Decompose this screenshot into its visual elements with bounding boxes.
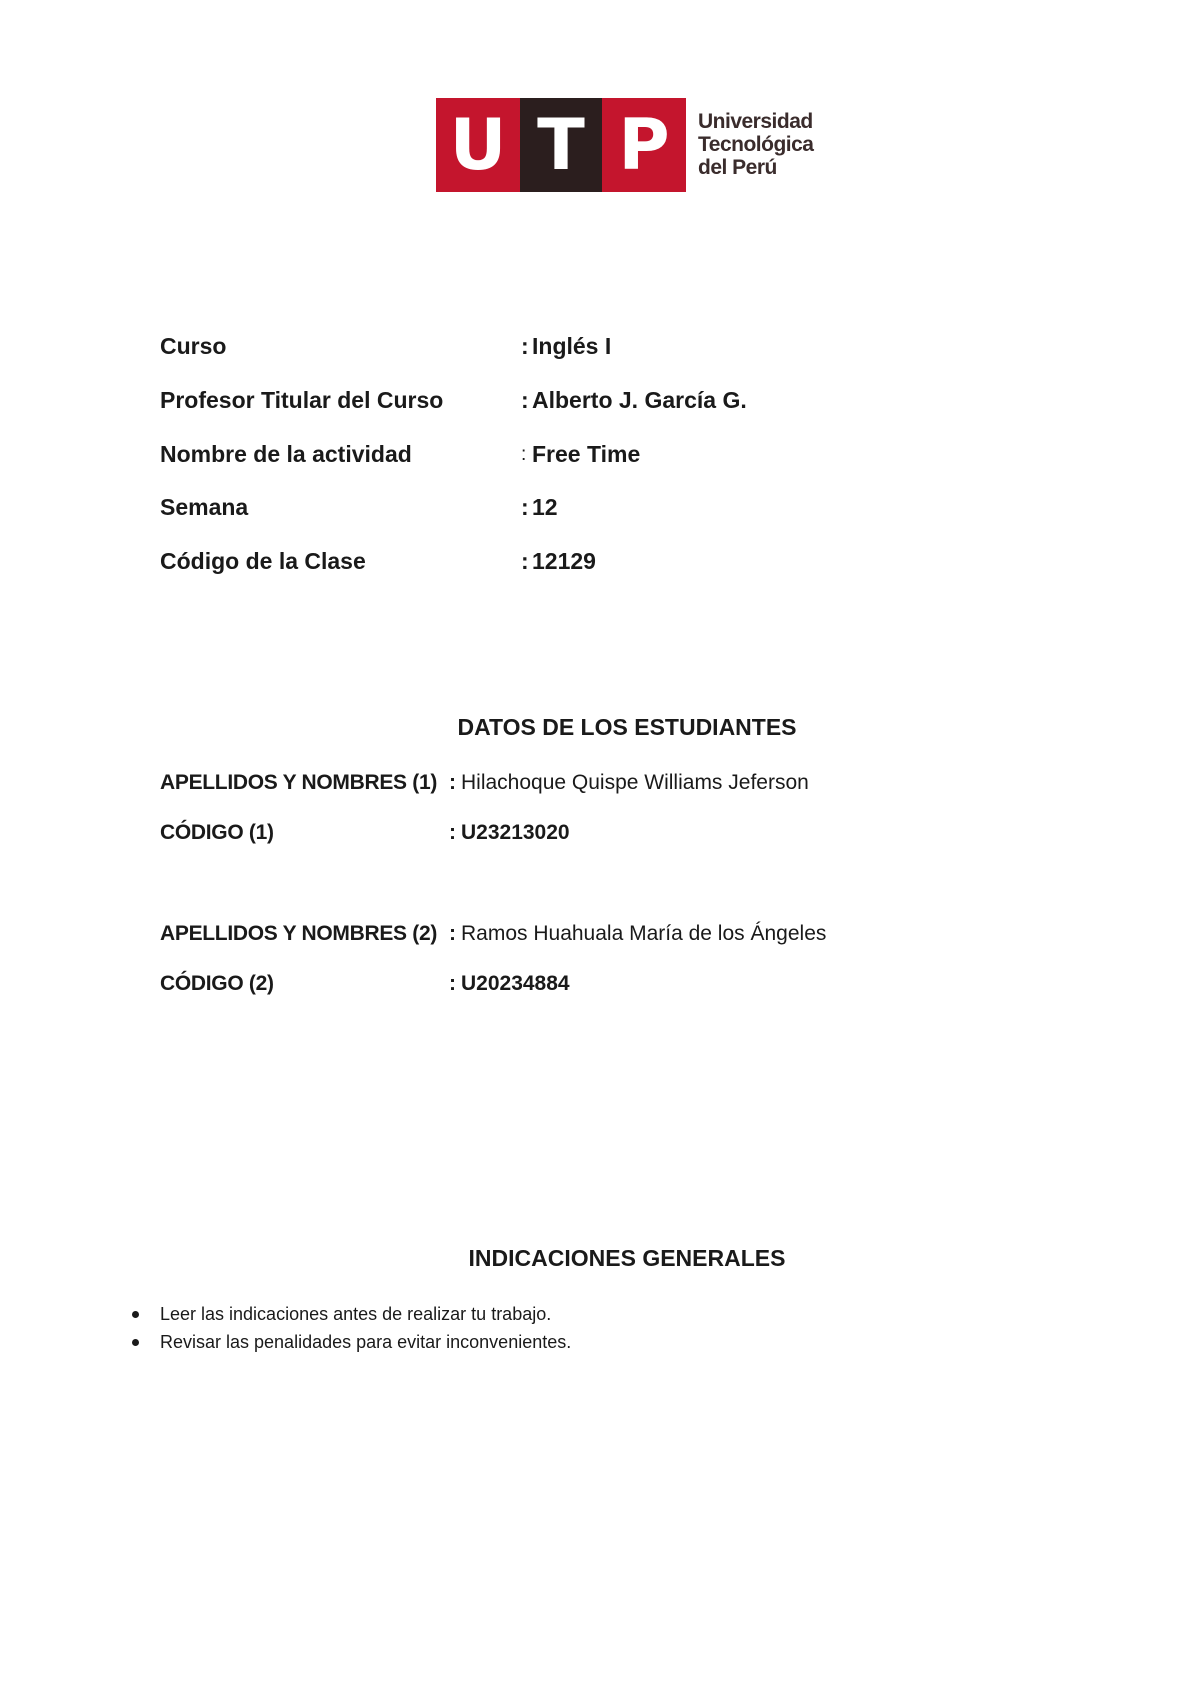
instruction-text: Leer las indicaciones antes de realizar tu trabajo.	[160, 1304, 552, 1324]
info-value: Alberto J. García G.	[532, 387, 747, 413]
info-label: Profesor Titular del Curso	[160, 387, 444, 413]
info-value: 12	[532, 494, 558, 520]
student-code: U23213020	[461, 821, 570, 844]
student-name: Ramos Huahuala María de los Ángeles	[461, 922, 827, 945]
student-name: Hilachoque Quispe Williams Jeferson	[461, 771, 809, 794]
instruction-text: Revisar las penalidades para evitar inconvenientes.	[160, 1332, 572, 1352]
student-colon: :	[449, 771, 456, 794]
logo-wordmark-line: Universidad	[698, 110, 813, 133]
info-label: Curso	[160, 333, 227, 359]
info-colon: :	[521, 333, 529, 359]
info-colon: :	[521, 444, 527, 465]
logo-letter-p: P	[602, 98, 686, 192]
info-value: Free Time	[532, 441, 641, 467]
student-code: U20234884	[461, 972, 570, 995]
info-colon: :	[521, 494, 529, 520]
bullet-icon	[132, 1311, 139, 1318]
info-value: 12129	[532, 548, 596, 574]
instruction-item	[130, 1300, 571, 1328]
logo-letter-t: T	[520, 98, 602, 192]
instructions-title: INDICACIONES GENERALES	[468, 1245, 786, 1271]
logo-wordmark-line: del Perú	[698, 156, 777, 179]
student-name-label: APELLIDOS Y NOMBRES (1)	[160, 771, 438, 794]
student-colon: :	[449, 821, 456, 844]
student-colon: :	[449, 972, 456, 995]
student-name-label: APELLIDOS Y NOMBRES (2)	[160, 922, 438, 945]
info-colon: :	[521, 387, 529, 413]
info-label: Semana	[160, 494, 249, 520]
info-label: Código de la Clase	[160, 548, 366, 574]
info-label: Nombre de la actividad	[160, 441, 412, 467]
logo-wordmark-line: Tecnológica	[698, 133, 814, 156]
student-code-label: CÓDIGO (1)	[160, 821, 274, 844]
student-code-label: CÓDIGO (2)	[160, 972, 274, 995]
logo-letter-u: U	[436, 98, 520, 192]
logo-wordmark	[698, 110, 818, 179]
info-value: Inglés I	[532, 333, 612, 359]
students-section-title: DATOS DE LOS ESTUDIANTES	[457, 714, 797, 740]
info-colon: :	[521, 548, 529, 574]
instructions-list	[130, 1300, 571, 1356]
instruction-item	[130, 1328, 571, 1356]
bullet-icon	[132, 1339, 139, 1346]
utp-logo	[436, 98, 816, 192]
student-colon: :	[449, 922, 456, 945]
